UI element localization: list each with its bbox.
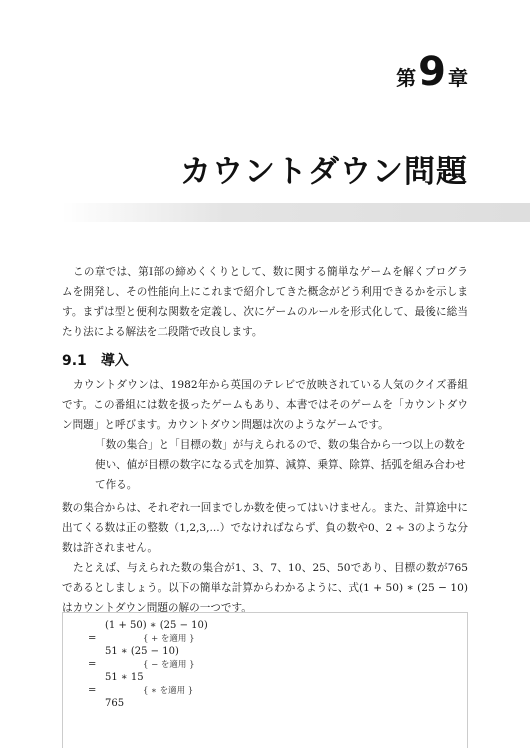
chapter-title: カウントダウン問題 [180,154,468,190]
equals-sign: = [88,633,97,644]
chapter-label [396,49,468,95]
calc-step-justification [88,658,208,671]
calc-hint: { − を適用 } [143,660,195,670]
calc-step-justification [88,684,208,697]
calc-hint: { ∗ を適用 } [143,686,194,696]
calc-step-justification [88,632,208,645]
calc-expression: 51 ∗ (25 − 10) [105,646,179,657]
intro-paragraph: この章では、第I部の締めくくりとして、数に関する簡単なゲームを解くプログラムを開発し、その性能向上にこれまで紹介してきた概念がどう利用できるかを示します。まずは型と便利な関数を定義し、次にゲームのルールを形式化して、最後に総当たり法による解法を二段階で改良します。 [62,266,468,338]
section-title: 導入 [100,353,129,369]
body-paragraph-2: 数の集合からは、それぞれ一回までしか数を使ってはいけません。また、計算途中に出てくる数は正の整数（1,2,3,...）でなければならず、負の数や0、2 ÷ 3のような分数は許されません。 [62,502,468,554]
calc-expression: (1 + 50) ∗ (25 − 10) [105,620,208,631]
calc-expression: 51 ∗ 15 [105,672,144,683]
calc-step [88,645,208,658]
body-paragraph-3: たとえば、与えられた数の集合が1、3、7、10、25、50であり、目標の数が765であるとしましょう。以下の簡単な計算からわかるように、式(1 + 50) ∗ (25 − 10)はカウントダウン問題の解の一つです。 [62,562,468,614]
chapter-number: 9 [418,49,446,95]
body-paragraph-1: カウントダウンは、1982年から英国のテレビで放映されている人気のクイズ番組です。この番組には数を扱ったゲームもあり、本書ではそのゲームを「カウントダウン問題」と呼びます。カウントダウン問題は次のようなゲームです。 [62,379,468,431]
calculation [88,619,208,710]
calc-hint: { + を適用 } [143,634,195,644]
calc-expression: 765 [105,698,125,709]
section-heading [62,350,129,370]
equals-sign: = [88,685,97,696]
calc-step [88,619,208,632]
calc-step [88,671,208,684]
calc-step [88,697,208,710]
chapter-prefix: 第 [396,66,417,90]
title-decoration-bar [62,203,530,222]
equals-sign: = [88,659,97,670]
rule-quote: 「数の集合」と「目標の数」が与えられるので、数の集合から一つ以上の数を使い、値が目標の数字になる式を加算、減算、乗算、除算、括弧を組み合わせて作る。 [95,439,466,491]
section-number: 9.1 [62,353,87,369]
chapter-suffix: 章 [448,66,468,90]
